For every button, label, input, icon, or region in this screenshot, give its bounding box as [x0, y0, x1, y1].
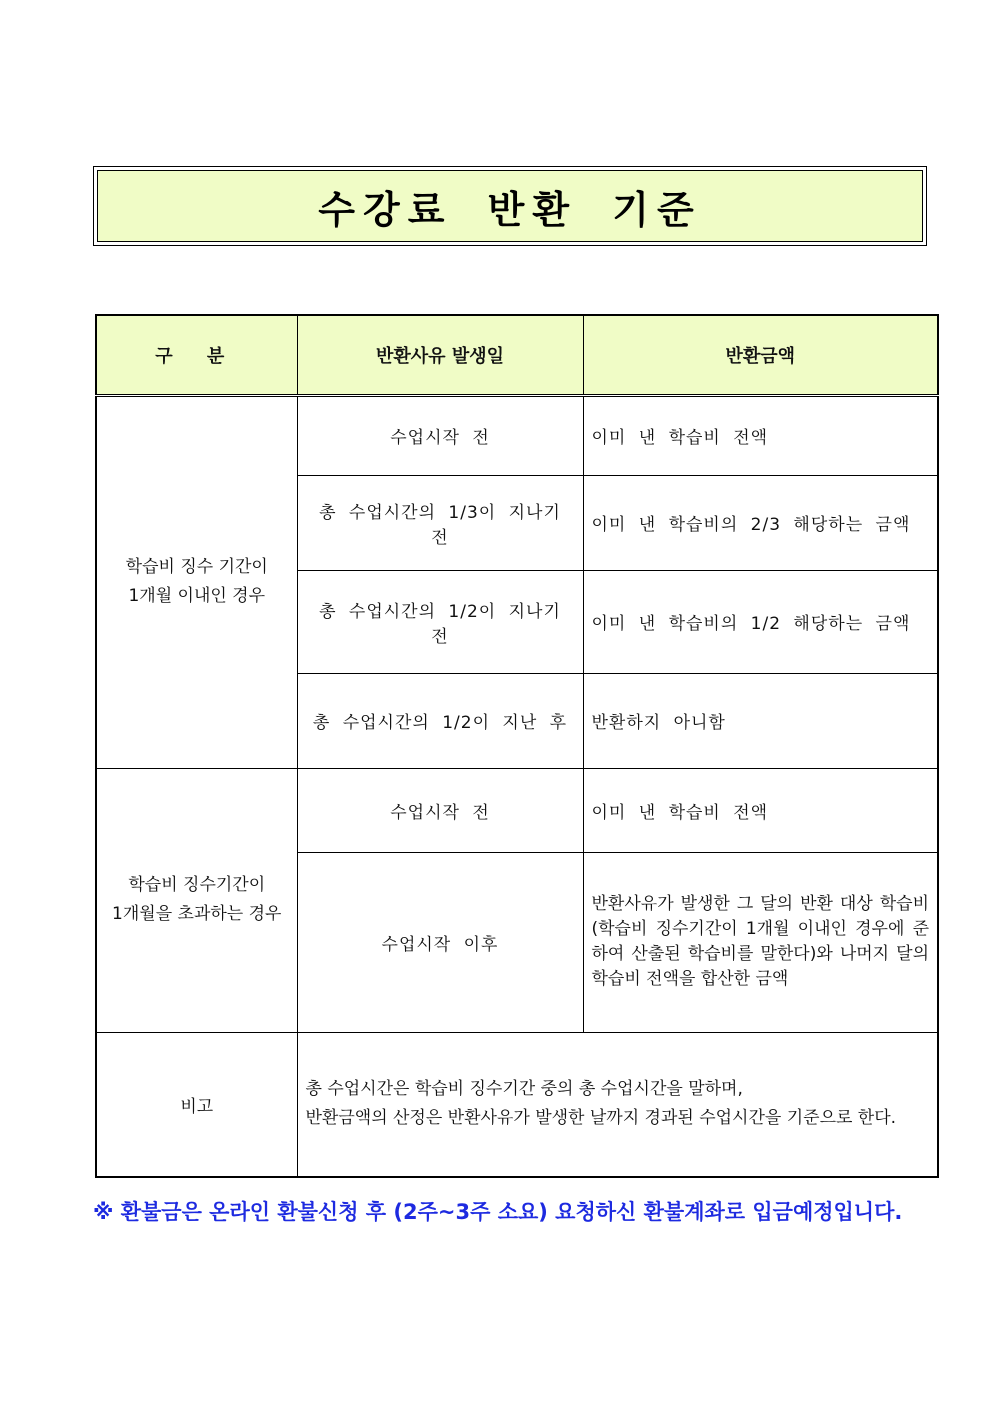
- occurrence-cell: 수업시작 이후: [297, 852, 583, 1032]
- category-line: 학습비 징수기간이: [128, 875, 266, 895]
- refund-standard-table: [95, 314, 939, 1178]
- occurrence-cell: 총 수업시간의 1/2이 지난 후: [297, 673, 583, 768]
- category-line: 1개월 이내인 경우: [128, 586, 266, 606]
- amount-cell: 이미 낸 학습비 전액: [583, 768, 938, 852]
- occurrence-cell: 수업시작 전: [297, 768, 583, 852]
- header-amount: 반환금액: [583, 315, 938, 395]
- title-box: [93, 166, 927, 246]
- header-category: 구 분: [96, 315, 297, 395]
- amount-cell: 이미 낸 학습비 전액: [583, 395, 938, 475]
- refund-notice: ※ 환불금은 온라인 환불신청 후 (2주~3주 소요) 요청하신 환불계좌로 입금예정입니다.: [93, 1200, 903, 1224]
- note-line: 총 수업시간은 학습비 징수기간 중의 총 수업시간을 말하며,: [305, 1079, 743, 1100]
- note-label-cell: 비고: [96, 1032, 297, 1177]
- note-line: 반환금액의 산정은 반환사유가 발생한 날까지 경과된 수업시간을 기준으로 한다.: [305, 1108, 897, 1129]
- table-header-row: [96, 315, 938, 395]
- header-occurrence: 반환사유 발생일: [297, 315, 583, 395]
- amount-cell: 반환사유가 발생한 그 달의 반환 대상 학습비(학습비 징수기간이 1개월 이내인 경우에 준하여 산출된 학습비를 말한다)와 나머지 달의 학습비 전액을 합산한 금액: [583, 852, 938, 1032]
- table-row: [96, 768, 938, 852]
- category-line: 1개월을 초과하는 경우: [112, 904, 282, 924]
- category-cell: [96, 768, 297, 1032]
- category-line: 학습비 징수 기간이: [125, 557, 268, 577]
- title-panel: [97, 170, 923, 242]
- amount-cell: 이미 낸 학습비의 2/3 해당하는 금액: [583, 475, 938, 570]
- amount-cell: 반환하지 아니함: [583, 673, 938, 768]
- note-cell: [297, 1032, 938, 1177]
- occurrence-cell: 총 수업시간의 1/3이 지나기 전: [297, 475, 583, 570]
- occurrence-cell: 수업시작 전: [297, 395, 583, 475]
- amount-cell: 이미 낸 학습비의 1/2 해당하는 금액: [583, 570, 938, 673]
- table-row: [96, 395, 938, 475]
- occurrence-cell: 총 수업시간의 1/2이 지나기 전: [297, 570, 583, 673]
- table-row: [96, 1032, 938, 1177]
- page-title: 수강료 반환 기준: [318, 187, 702, 232]
- category-cell: [96, 395, 297, 768]
